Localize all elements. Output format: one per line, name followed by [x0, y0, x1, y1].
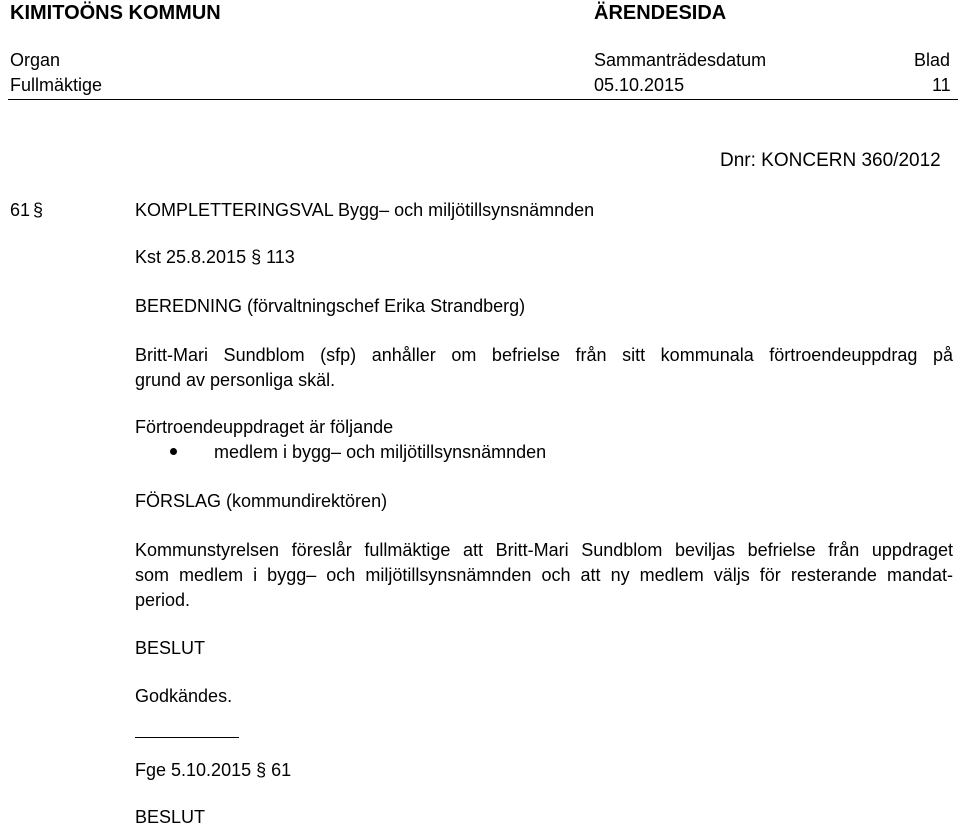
proposal-line-2: som medlem i bygg– och miljötillsynsnämnden och att ny medlem väljs för resterande mandat-: [135, 565, 953, 585]
item-number: 61: [10, 200, 31, 220]
forslag-heading: FÖRSLAG (kommundirektören): [135, 491, 388, 511]
bullet-marker: [170, 448, 177, 455]
diary-number: Dnr: KONCERN 360/2012: [720, 150, 941, 171]
fge-reference: Fge 5.10.2015 § 61: [135, 760, 292, 780]
proposal-line-1: Kommunstyrelsen föreslår fullmäktige att Britt-Mari Sundblom beviljas befrielse från uppdraget: [135, 540, 953, 560]
page-number: 11: [932, 75, 951, 95]
request-line-2: grund av personliga skäl.: [135, 370, 336, 390]
beslut-heading-2: BESLUT: [135, 807, 206, 827]
assignment-intro: Förtroendeuppdraget är följande: [135, 417, 394, 437]
decision-underline: [135, 737, 239, 738]
municipality-name: KIMITOÖNS KOMMUN: [10, 2, 221, 24]
kst-reference: Kst 25.8.2015 § 113: [135, 247, 295, 267]
decision-text: Godkändes.: [135, 686, 233, 706]
proposal-line-3: period.: [135, 590, 191, 610]
date-value: 05.10.2015: [594, 75, 685, 95]
document-type: ÄRENDESIDA: [594, 2, 727, 24]
beslut-heading: BESLUT: [135, 638, 206, 658]
request-line-1: Britt-Mari Sundblom (sfp) anhåller om befrielse från sitt kommunala förtroendeuppdrag på: [135, 345, 953, 365]
item-title: KOMPLETTERINGSVAL Bygg– och miljötillsynsnämnden: [135, 200, 595, 220]
header-rule: [8, 99, 958, 100]
page-label: Blad: [914, 50, 951, 70]
beredning-heading: BEREDNING (förvaltningschef Erika Strandberg): [135, 296, 526, 316]
section-sign: §: [33, 200, 44, 220]
organ-label: Organ: [10, 50, 61, 70]
organ-value: Fullmäktige: [10, 75, 103, 95]
assignment-bullet: medlem i bygg– och miljötillsynsnämnden: [214, 442, 547, 462]
date-label: Sammanträdesdatum: [594, 50, 767, 70]
